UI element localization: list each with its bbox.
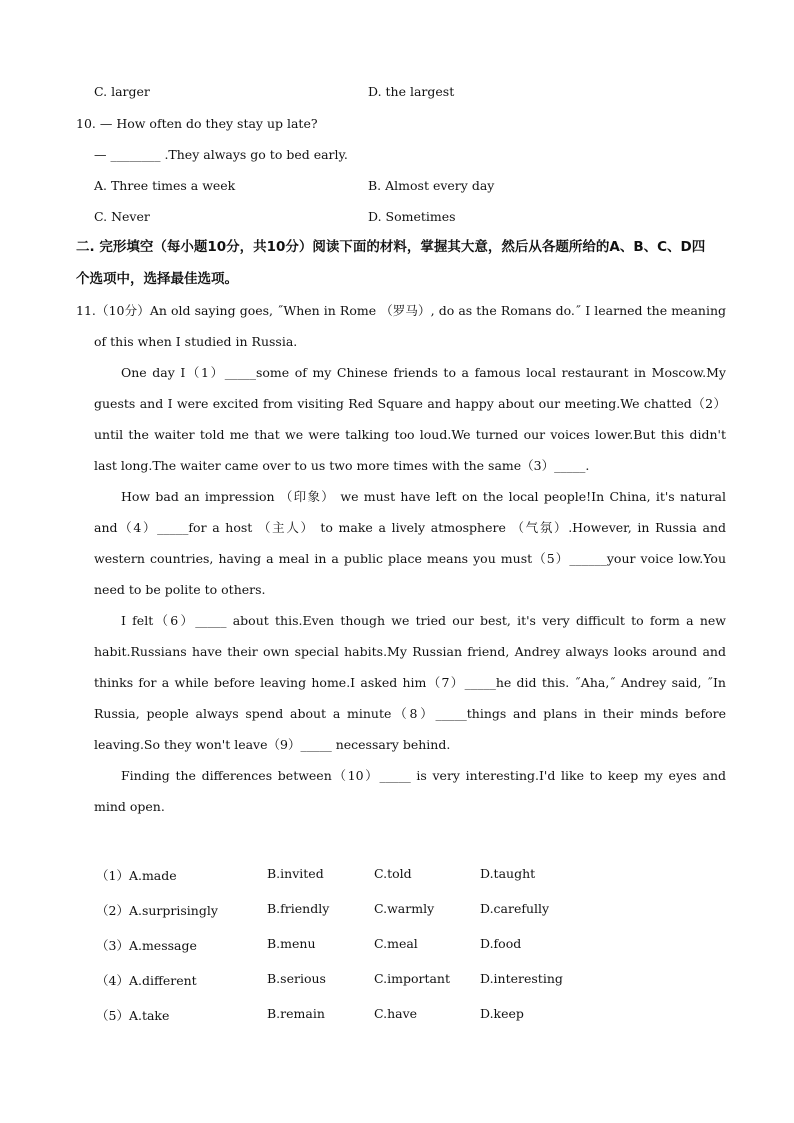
choice-5-c: C.have: [374, 1006, 418, 1021]
q11-intro: 11.（10分）An old saying goes, ˝When in Rome （罗马）, do as the Romans do.˝ I learned the meaning of this when I studied in Russia.: [76, 303, 726, 349]
choice-1-c: C.told: [374, 866, 412, 881]
passage-paragraph-1: One day I（1）_____some of my Chinese friends to a famous local restaurant in Moscow.My guests and I were excited from visiting Red Square and happy about our meeting.We chatted（2） until the waiter told me that we were talking too loud.We turned our voices lower.But this didn't last long.The waiter came over to us two more times with the same（3）_____.: [94, 365, 726, 473]
passage-paragraph-3: I felt（6）_____ about this.Even though we tried our best, it's very difficult to form a new habit.Russians have their own special habits.My Russian friend, Andrey always looks around and thinks for a while before leaving home.I asked him（7）_____he did this. ˝Aha,˝ Andrey said, ˝In Russia, people always spend about a minute（8）_____things and plans in their minds before leaving.So they won't leave（9）_____ necessary behind.: [94, 613, 726, 752]
passage: [76, 295, 726, 822]
q10-option-a: A. Three times a week: [94, 178, 236, 193]
choice-1-b: B.invited: [267, 866, 324, 881]
choice-2-b: B.friendly: [267, 901, 330, 916]
section-heading-line1: 二. 完形填空（每小题10分，共10分）阅读下面的材料，掌握其大意，然后从各题所给的A、B、C、D四: [76, 239, 706, 255]
q10-option-b: B. Almost every day: [368, 178, 495, 193]
choice-3-d: D.food: [480, 936, 522, 951]
choice-4-d: D.interesting: [480, 971, 563, 986]
choice-2-a: （2）A.surprisingly: [96, 903, 218, 918]
choice-4-c: C.important: [374, 971, 450, 986]
section-heading-line2: 个选项中，选择最佳选项。: [76, 271, 238, 287]
choice-4-b: B.serious: [267, 971, 326, 986]
choice-2-c: C.warmly: [374, 901, 435, 916]
choice-3-b: B.menu: [267, 936, 316, 951]
q9-option-c: C. larger: [94, 84, 150, 99]
choice-4-a: （4）A.different: [96, 973, 197, 988]
q9-option-d: D. the largest: [368, 84, 455, 99]
choice-1-a: （1）A.made: [96, 868, 177, 883]
choice-1-d: D.taught: [480, 866, 536, 881]
q10-option-c: C. Never: [94, 209, 150, 224]
passage-paragraph-2: How bad an impression （印象） we must have left on the local people!In China, it's natural and（4）_____for a host （主人） to make a lively atmosphere （气氛）.However, in Russia and western countries, having a meal in a public place means you must（5）______your voice low.You need to be polite to others.: [94, 489, 726, 597]
q10-question: 10. — How often do they stay up late?: [76, 116, 318, 131]
choice-5-b: B.remain: [267, 1006, 325, 1021]
q10-option-d: D. Sometimes: [368, 209, 456, 224]
q10-answer-line: — ________ .They always go to bed early.: [94, 147, 348, 162]
choice-5-a: （5）A.take: [96, 1008, 170, 1023]
choice-3-a: （3）A.message: [96, 938, 197, 953]
choice-5-d: D.keep: [480, 1006, 524, 1021]
passage-paragraph-4: Finding the differences between（10）_____ is very interesting.I'd like to keep my eyes and mind open.: [94, 768, 726, 814]
choice-2-d: D.carefully: [480, 901, 550, 916]
choice-3-c: C.meal: [374, 936, 418, 951]
